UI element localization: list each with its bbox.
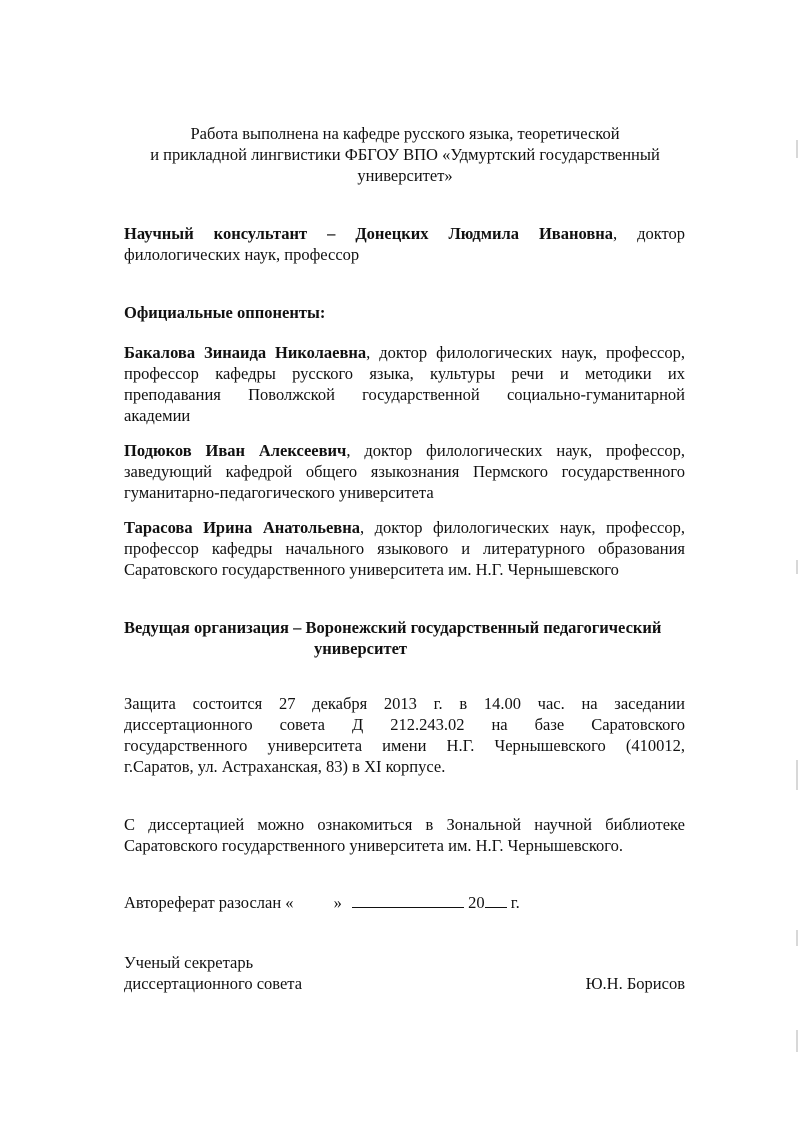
defense-block: [124, 693, 685, 777]
header-line-3: университет»: [357, 166, 453, 185]
opponents-heading: Официальные оппоненты:: [124, 303, 326, 322]
header-line-1: Работа выполнена на кафедре русского языка, теоретической: [190, 124, 620, 143]
opponent-2-line-2: заведующий кафедрой общего языкознания Пермского государственного: [124, 462, 685, 481]
opponent-1-line-4: академии: [124, 406, 191, 425]
opponent-1-line-1: [124, 342, 685, 363]
secretary-line-2-row: [124, 973, 685, 994]
opponent-2-name: Подюков Иван Алексеевич: [124, 441, 347, 460]
header-block: [110, 123, 700, 186]
year-blank-line: [485, 893, 507, 908]
opponent-1-line-1-rest: , доктор филологических наук, профессор,: [366, 343, 685, 362]
opponent-1-line-3: преподавания Поволжской государственной социально-гуманитарной: [124, 385, 685, 404]
leading-org-line-1: Ведущая организация – Воронежский государственный педагогический: [124, 618, 662, 637]
opponent-3-line-3: Саратовского государственного университета им. Н.Г. Чернышевского: [124, 560, 619, 579]
secretary-line-1: Ученый секретарь: [124, 953, 254, 972]
opponent-2-line-3: гуманитарно-педагогического университета: [124, 483, 434, 502]
leading-org-block: [124, 617, 685, 659]
secretary-signature: Ю.Н. Борисов: [585, 974, 685, 993]
opponent-3: [124, 517, 685, 580]
opponent-3-line-1: [124, 517, 685, 538]
consultant-block: [124, 223, 685, 265]
abstract-sent-block: [124, 892, 685, 913]
opponent-3-name: Тарасова Ирина Анатольевна: [124, 518, 360, 537]
scan-edge-mark: [796, 140, 798, 158]
opponents-heading-block: [124, 302, 685, 323]
library-block: [124, 814, 685, 856]
opponent-2-line-1-rest: , доктор филологических наук, профессор,: [346, 441, 685, 460]
scan-edge-mark: [796, 560, 798, 574]
year-prefix: 20: [468, 893, 485, 912]
consultant-label: Научный консультант – Донецких Людмила Ивановна: [124, 224, 613, 243]
opponent-1: [124, 342, 685, 426]
consultant-line-2: филологических наук, профессор: [124, 245, 360, 264]
consultant-line-1-rest: , доктор: [613, 224, 686, 243]
header-line-2: и прикладной лингвистики ФБГОУ ВПО «Удмуртский государственный: [150, 145, 660, 164]
opponent-1-name: Бакалова Зинаида Николаевна: [124, 343, 367, 362]
month-blank-line: [352, 893, 464, 908]
scan-edge-mark: [796, 930, 798, 946]
defense-line-3: государственного университета имени Н.Г. Чернышевского (410012,: [124, 736, 685, 755]
opponent-3-line-1-rest: , доктор филологических наук, профессор,: [359, 518, 685, 537]
opponent-1-line-2: профессор кафедры русского языка, культуры речи и методики их: [124, 364, 685, 383]
opponent-3-line-2: профессор кафедры начального языкового и литературного образования: [124, 539, 685, 558]
library-line-1: С диссертацией можно ознакомиться в Зональной научной библиотеке: [124, 815, 685, 834]
defense-line-4: г.Саратов, ул. Астраханская, 83) в XI корпусе.: [124, 757, 446, 776]
scan-edge-mark: [796, 1030, 798, 1052]
secretary-block: [124, 952, 685, 994]
opponent-2-line-1: [124, 440, 685, 461]
library-line-2: Саратовского государственного университета им. Н.Г. Чернышевского.: [124, 836, 624, 855]
consultant-line-1: [124, 223, 685, 244]
leading-org-line-2: университет: [314, 639, 408, 658]
opponent-2: [124, 440, 685, 503]
defense-line-2: диссертационного совета Д 212.243.02 на базе Саратовского: [124, 715, 685, 734]
abstract-sent-prefix: Автореферат разослан «: [124, 893, 294, 912]
abstract-sent-close-quote: »: [333, 893, 342, 912]
scan-edge-mark: [796, 760, 798, 790]
abstract-sent-suffix: г.: [510, 893, 520, 912]
defense-line-1: Защита состоится 27 декабря 2013 г. в 14.00 час. на заседании: [124, 694, 685, 713]
secretary-line-2: диссертационного совета: [124, 974, 303, 993]
